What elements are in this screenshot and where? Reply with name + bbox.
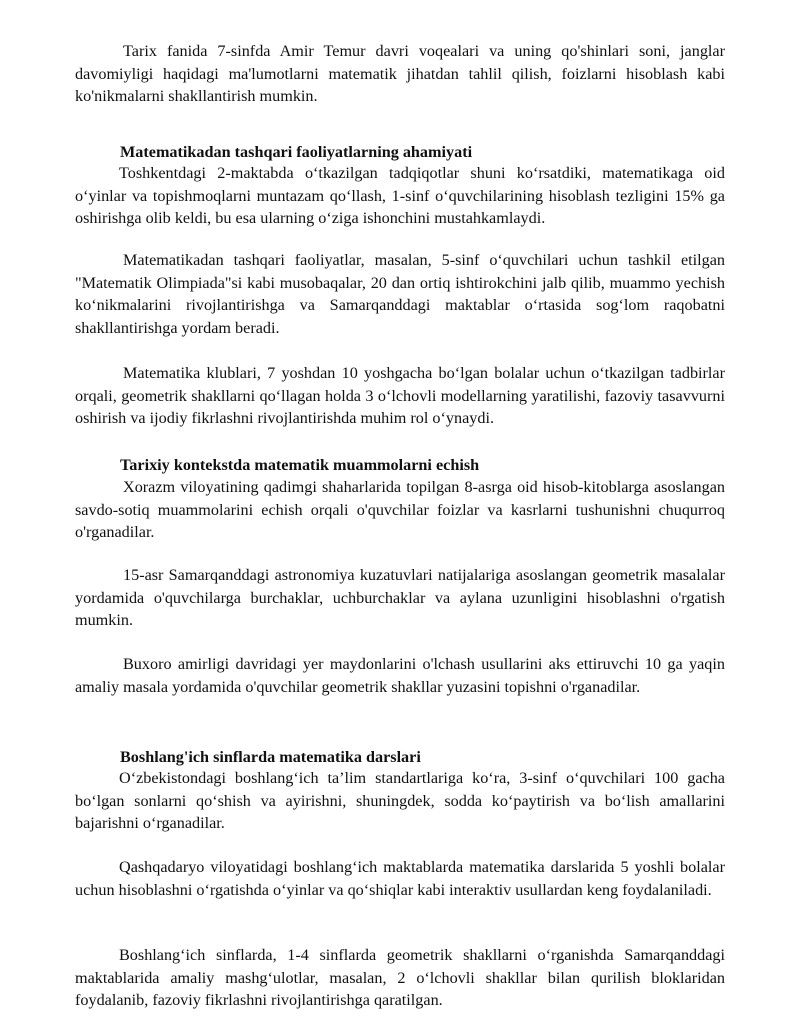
heading-extracurricular: Matematikadan tashqari faoliyatlarning ahamiyati <box>120 143 473 161</box>
paragraph-samarkand-astronomy: 15-asr Samarqanddagi astronomiya kuzatuvlari natijalariga asoslangan geometrik masalalar yordamida o'quvchilarga burchaklar, uchburchaklar va aylana uzunligini hisoblashni o'rgatish mumkin. <box>75 566 725 630</box>
paragraph-tashkent-study: Toshkentdagi 2-maktabda o‘tkazilgan tadqiqotlar shuni ko‘rsatdiki, matematikaga oid o‘yinlar va topishmoqlarni muntazam qo‘llash, 1-sinf o‘quvchilarining hisoblash tezligini 15% ga oshirishga olib keldi, bu esa ularning o‘ziga ishonchini mustahkamlaydi. <box>75 164 725 228</box>
paragraph-khorezm: Xorazm viloyatining qadimgi shaharlarida topilgan 8-asrga oid hisob-kitoblarga asoslangan savdo-sotiq muammolarini echish orqali o'quvchilar foizlar va kasrlarni tushunishni chuqurroq o'rganadilar. <box>75 478 725 542</box>
paragraph-math-clubs: Matematika klublari, 7 yoshdan 10 yoshgacha bo‘lgan bolalar uchun o‘tkazilgan tadbirlar orqali, geometrik shakllarni qo‘llagan holda 3 o‘lchovli modellarning yaratilishi, fazoviy tasavvurni oshirish va ijodiy fikrlashni rivojlantirishda muhim rol o‘ynaydi. <box>75 364 725 428</box>
paragraph-geometry-shapes: Boshlang‘ich sinflarda, 1-4 sinflarda geometrik shakllarni o‘rganishda Samarqanddagi maktablarida amaliy mashg‘ulotlar, masalan, 2 o‘lchovli shakllar bilan qurilish bloklaridan foydalanib, fazoviy fikrlashni rivojlantirishga qaratilgan. <box>75 946 725 1010</box>
paragraph-uzbek-standards: O‘zbekistondagi boshlang‘ich ta’lim standartlariga ko‘ra, 3-sinf o‘quvchilari 100 gacha bo‘lgan sonlarni qo‘shish va ayirishni, shuningdek, sodda ko‘paytirish va bo‘lish amallarini bajarishni o‘rganadilar. <box>75 769 725 833</box>
heading-primary-classes: Boshlang'ich sinflarda matematika darslari <box>120 748 421 766</box>
paragraph-kashkadarya: Qashqadaryo viloyatidagi boshlang‘ich maktablarda matematika darslarida 5 yoshli bolalar uchun hisoblashni o‘rgatishda o‘yinlar va qo‘shiqlar kabi interaktiv usullardan keng foydalaniladi. <box>75 858 725 899</box>
heading-historical-context: Tarixiy kontekstda matematik muammolarni echish <box>120 456 480 474</box>
paragraph-olympiad: Matematikadan tashqari faoliyatlar, masalan, 5-sinf o‘quvchilari uchun tashkil etilgan "Matematik Olimpiada"si kabi musobaqalar, 20 dan ortiq ishtirokchini jalb qilib, muammo yechish ko‘nikmalarini rivojlantirishga va Samarqanddagi maktablar o‘rtasida sog‘lom raqobatni shakllantirishga yordam beradi. <box>75 251 725 337</box>
paragraph-history-math: Tarix fanida 7-sinfda Amir Temur davri voqealari va uning qo'shinlari soni, janglar davomiyligi haqidagi ma'lumotlarni matematik jihatdan tahlil qilish, foizlarni hisoblash kabi ko'nikmalarni shakllantirish mumkin. <box>75 42 725 106</box>
paragraph-bukhara: Buxoro amirligi davridagi yer maydonlarini o'lchash usullarini aks ettiruvchi 10 ga yaqin amaliy masala yordamida o'quvchilar geometrik shakllar yuzasini topishni o'rganadilar. <box>75 655 725 696</box>
